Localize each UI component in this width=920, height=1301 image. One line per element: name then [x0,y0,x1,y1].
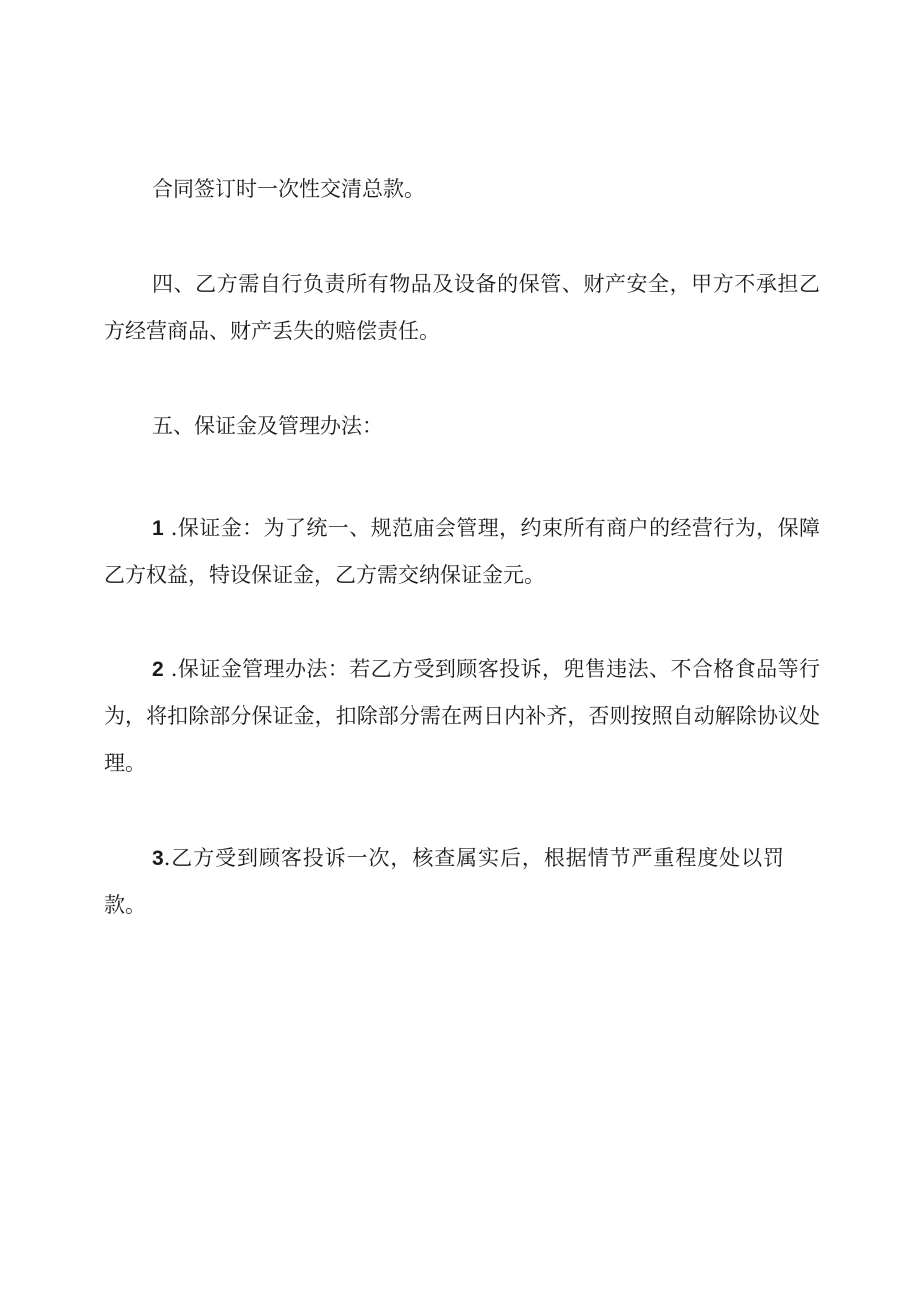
paragraph-text: 合同签订时一次性交清总款。 [152,177,425,201]
item-number: 2 [152,658,164,681]
paragraph-text: 四、乙方需自行负责所有物品及设备的保管、财产安全，甲方不承担乙方经营商品、财产丢失的赔偿责任。 [104,272,820,343]
paragraph-item-3 [104,835,784,929]
paragraph-item-2 [104,646,820,787]
paragraph-text: 五、保证金及管理办法： [152,414,383,438]
paragraph-text: .保证金：为了统一、规范庙会管理，约束所有商户的经营行为，保障乙方权益，特设保证金，乙方需交纳保证金元。 [104,516,820,587]
item-number: 3 [152,847,164,870]
paragraph-text: .乙方受到顾客投诉一次，核查属实后，根据情节严重程度处以罚款。 [104,846,784,917]
paragraph-text: .保证金管理办法：若乙方受到顾客投诉，兜售违法、不合格食品等行为，将扣除部分保证金，扣除部分需在两日内补齐，否则按照自动解除协议处理。 [104,657,820,775]
paragraph-clause-five-heading [104,403,820,450]
paragraph-payment [104,166,820,213]
item-number: 1 [152,517,164,540]
paragraph-clause-four [104,261,820,355]
paragraph-item-1 [104,505,820,599]
